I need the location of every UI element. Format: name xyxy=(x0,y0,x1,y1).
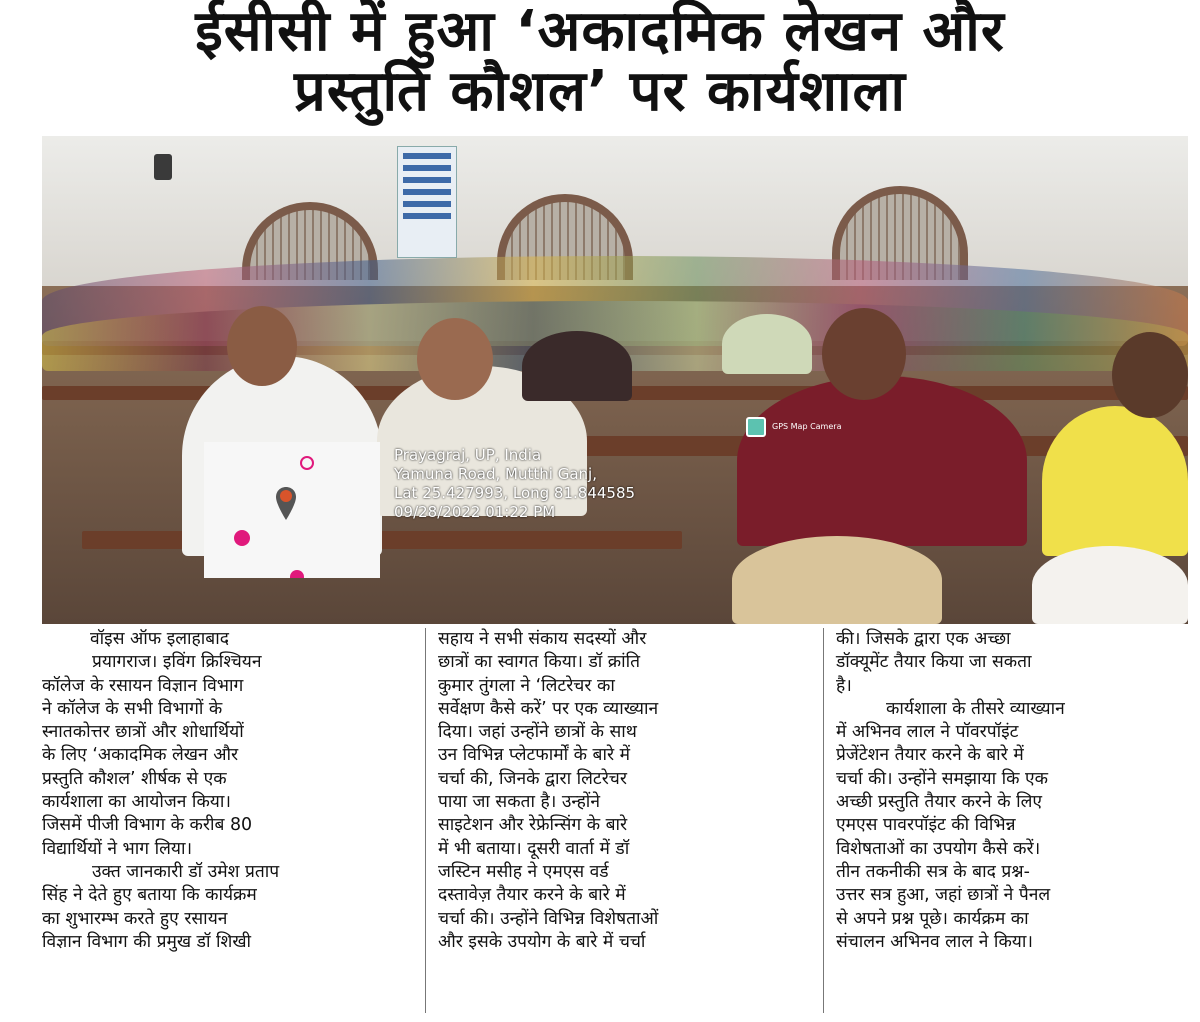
event-photo xyxy=(42,136,1188,624)
article-line: विशेषताओं का उपयोग कैसे करें। xyxy=(836,838,1041,859)
article-line: साइटेशन और रेफ्रेन्सिंग के बारे xyxy=(438,815,628,836)
article-line: तीन तकनीकी सत्र के बाद प्रश्न- xyxy=(836,861,1030,882)
article-line: विद्यार्थियों ने भाग लिया। xyxy=(42,838,193,859)
article-line: की। जिसके द्वारा एक अच्छा xyxy=(836,629,1011,649)
khaki-trousers xyxy=(732,536,942,624)
article-line: प्रेजेंटेशन तैयार करने के बारे में xyxy=(836,745,1024,766)
article-line: प्रयागराज। इविंग क्रिश्चियन xyxy=(92,652,262,673)
headline xyxy=(0,0,1200,130)
article-line: कार्यशाला का आयोजन किया। xyxy=(42,792,231,813)
person-head xyxy=(822,308,906,400)
location-pin-icon xyxy=(274,486,298,522)
article-line: डॉक्यूमेंट तैयार किया जा सकता xyxy=(836,652,1032,673)
man-yellow-shirt xyxy=(1042,406,1188,556)
article-line: और इसके उपयोग के बारे में चर्चा xyxy=(438,931,646,952)
article-line: एमएस पावरपॉइंट की विभिन्न xyxy=(836,815,1016,836)
gps-camera-badge xyxy=(742,416,849,438)
wall-poster xyxy=(397,146,457,258)
article-line: चर्चा की। उन्होंने समझाया कि एक xyxy=(836,768,1049,789)
article-column-3 xyxy=(836,628,1196,954)
gps-badge-label: GPS Map Camera xyxy=(772,422,842,431)
article-line: सिंह ने देते हुए बताया कि कार्यक्रम xyxy=(42,885,257,906)
article-line: में अभिनव लाल ने पॉवरपॉइंट xyxy=(836,722,1019,743)
article-line: उन विभिन्न प्लेटफार्मों के बारे में xyxy=(438,745,630,766)
article-column-1 xyxy=(42,628,412,954)
article-line: कुमार तुंगला ने ‘लिटरेचर का xyxy=(438,675,615,696)
article-line: जिसमें पीजी विभाग के करीब 80 xyxy=(42,815,253,836)
article-line: कॉलेज के रसायन विज्ञान विभाग xyxy=(42,675,244,696)
article-line: के लिए ‘अकादमिक लेखन और xyxy=(42,745,239,766)
article-line: चर्चा की, जिनके द्वारा लिटरेचर xyxy=(438,768,627,789)
location-datetime: 09/28/2022 01:22 PM xyxy=(394,503,556,521)
article-line: में भी बताया। दूसरी वार्ता में डॉ xyxy=(438,838,630,859)
article-line: दिया। जहां उन्होंने छात्रों के साथ xyxy=(438,722,637,743)
article-line: ने कॉलेज के सभी विभागों के xyxy=(42,698,223,719)
poi-marker-icon xyxy=(300,456,314,470)
article-line: दस्तावेज़ तैयार करने के बारे में xyxy=(438,885,626,906)
article-line: पाया जा सकता है। उन्होंने xyxy=(438,792,600,813)
article-line: स्नातकोत्तर छात्रों और शोधार्थियों xyxy=(42,722,244,743)
article-line: छात्रों का स्वागत किया। डॉ क्रांति xyxy=(438,652,641,673)
student-dark xyxy=(522,331,632,401)
article-source: वॉइस ऑफ इलाहाबाद xyxy=(90,629,229,649)
location-coordinates: Lat 25.427993, Long 81.844585 xyxy=(394,484,636,502)
white-trousers xyxy=(1032,546,1188,624)
location-line-1: Prayagraj, UP, India xyxy=(394,446,542,464)
headline-line-2: प्रस्तुति कौशल’ पर कार्यशाला xyxy=(293,59,907,124)
poi-marker-icon xyxy=(290,570,304,578)
article-line: चर्चा की। उन्होंने विभिन्न विशेषताओं xyxy=(438,908,659,929)
location-line-2: Yamuna Road, Mutthi Ganj, xyxy=(394,465,597,483)
column-divider xyxy=(823,628,824,1013)
article-column-2 xyxy=(438,628,808,954)
person-head xyxy=(1112,332,1188,418)
article-line: उक्त जानकारी डॉ उमेश प्रताप xyxy=(92,861,280,882)
article-line: अच्छी प्रस्तुति तैयार करने के लिए xyxy=(836,792,1043,813)
gps-location-text xyxy=(394,446,834,522)
article-line: सर्वेक्षण कैसे करें’ पर एक व्याख्यान xyxy=(438,698,659,719)
wall-speaker-icon xyxy=(154,154,172,180)
map-thumbnail-icon xyxy=(204,442,380,578)
person-head xyxy=(227,306,297,386)
article-line: विज्ञान विभाग की प्रमुख डॉ शिखी xyxy=(42,931,252,952)
poi-marker-icon xyxy=(234,530,250,546)
article-line: सहाय ने सभी संकाय सदस्यों और xyxy=(438,629,647,649)
article-line: है। xyxy=(836,675,852,696)
person-head xyxy=(417,318,493,400)
student-light xyxy=(722,314,812,374)
article-line: का शुभारम्भ करते हुए रसायन xyxy=(42,908,228,929)
gps-camera-icon xyxy=(746,417,766,437)
article-line: प्रस्तुति कौशल’ शीर्षक से एक xyxy=(42,768,227,789)
article-line: जस्टिन मसीह ने एमएस वर्ड xyxy=(438,861,609,882)
column-divider xyxy=(425,628,426,1013)
article-line: उत्तर सत्र हुआ, जहां छात्रों ने पैनल xyxy=(836,885,1051,906)
headline-line-1: ईसीसी में हुआ ‘अकादमिक लेखन और xyxy=(195,0,1005,64)
article-line: कार्यशाला के तीसरे व्याख्यान xyxy=(886,698,1065,719)
article-line: संचालन अभिनव लाल ने किया। xyxy=(836,931,1033,952)
bench xyxy=(82,531,682,549)
article-line: से अपने प्रश्न पूछे। कार्यक्रम का xyxy=(836,908,1029,929)
